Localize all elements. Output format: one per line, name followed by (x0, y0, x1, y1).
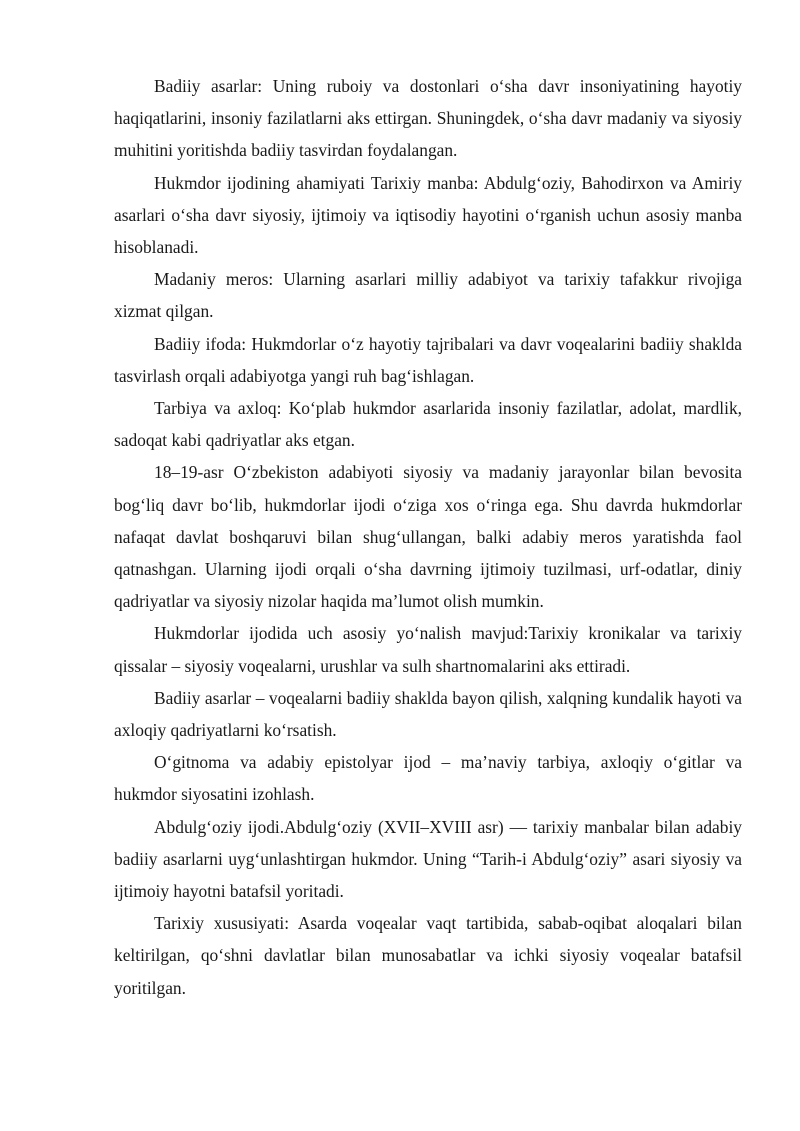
paragraph: Badiiy asarlar: Uning ruboiy va dostonlari o‘sha davr insoniyatining hayotiy haqiqatlarini, insoniy fazilatlarni aks ettirgan. Shuningdek, o‘sha davr madaniy va siyosiy muhitini yoritishda badiiy tasvirdan foydalangan. (114, 76, 742, 161)
paragraph: Hukmdor ijodining ahamiyati Tarixiy manba: Abdulg‘oziy, Bahodirxon va Amiriy asarlari o‘sha davr siyosiy, ijtimoiy va iqtisodiy hayotini o‘rganish uchun asosiy manba hisoblanadi. (114, 172, 742, 258)
paragraph: Badiiy ifoda: Hukmdorlar o‘z hayotiy tajribalari va davr voqealarini badiiy shaklda tasvirlash orqali adabiyotga yangi ruh bag‘ishlagan. (114, 333, 742, 386)
paragraph: Tarbiya va axloq: Ko‘plab hukmdor asarlarida insoniy fazilatlar, adolat, mardlik, sadoqat kabi qadriyatlar aks etgan. (114, 398, 742, 451)
document-page (114, 70, 742, 1004)
paragraph: Badiiy asarlar – voqealarni badiiy shaklda bayon qilish, xalqning kundalik hayoti va axloqiy qadriyatlarni ko‘rsatish. (114, 687, 742, 741)
paragraph: Madaniy meros: Ularning asarlari milliy adabiyot va tarixiy tafakkur rivojiga xizmat qilgan. (114, 269, 742, 322)
paragraph: Hukmdorlar ijodida uch asosiy yo‘nalish mavjud:Tarixiy kronikalar va tarixiy qissalar – siyosiy voqealarni, urushlar va sulh shartnomalarini aks ettiradi. (114, 623, 742, 676)
paragraph: 18–19-asr O‘zbekiston adabiyoti siyosiy va madaniy jarayonlar bilan bevosita bog‘liq davr bo‘lib, hukmdorlar ijodi o‘ziga xos o‘ringa ega. Shu davrda hukmdorlar nafaqat davlat boshqaruvi bilan shug‘ullangan, balki adabiy meros yaratishda faol qatnashgan. Ularning ijodi orqali o‘sha davrning ijtimoiy tuzilmasi, urf-odatlar, diniy qadriyatlar va siyosiy nizolar haqida ma’lumot olish mumkin. (114, 462, 742, 612)
paragraph: Tarixiy xususiyati: Asarda voqealar vaqt tartibida, sabab-oqibat aloqalari bilan keltirilgan, qo‘shni davlatlar bilan munosabatlar va ichki siyosiy voqealar batafsil yoritilgan. (114, 913, 742, 998)
paragraph: Abdulg‘oziy ijodi.Abdulg‘oziy (XVII–XVIII asr) — tarixiy manbalar bilan adabiy badiiy asarlarni uyg‘unlashtirgan hukmdor. Uning “Tarih-i Abdulg‘oziy” asari siyosiy va ijtimoiy hayotni batafsil yoritadi. (114, 816, 742, 902)
paragraph: O‘gitnoma va adabiy epistolyar ijod – ma’naviy tarbiya, axloqiy o‘gitlar va hukmdor siyosatini izohlash. (114, 752, 742, 805)
